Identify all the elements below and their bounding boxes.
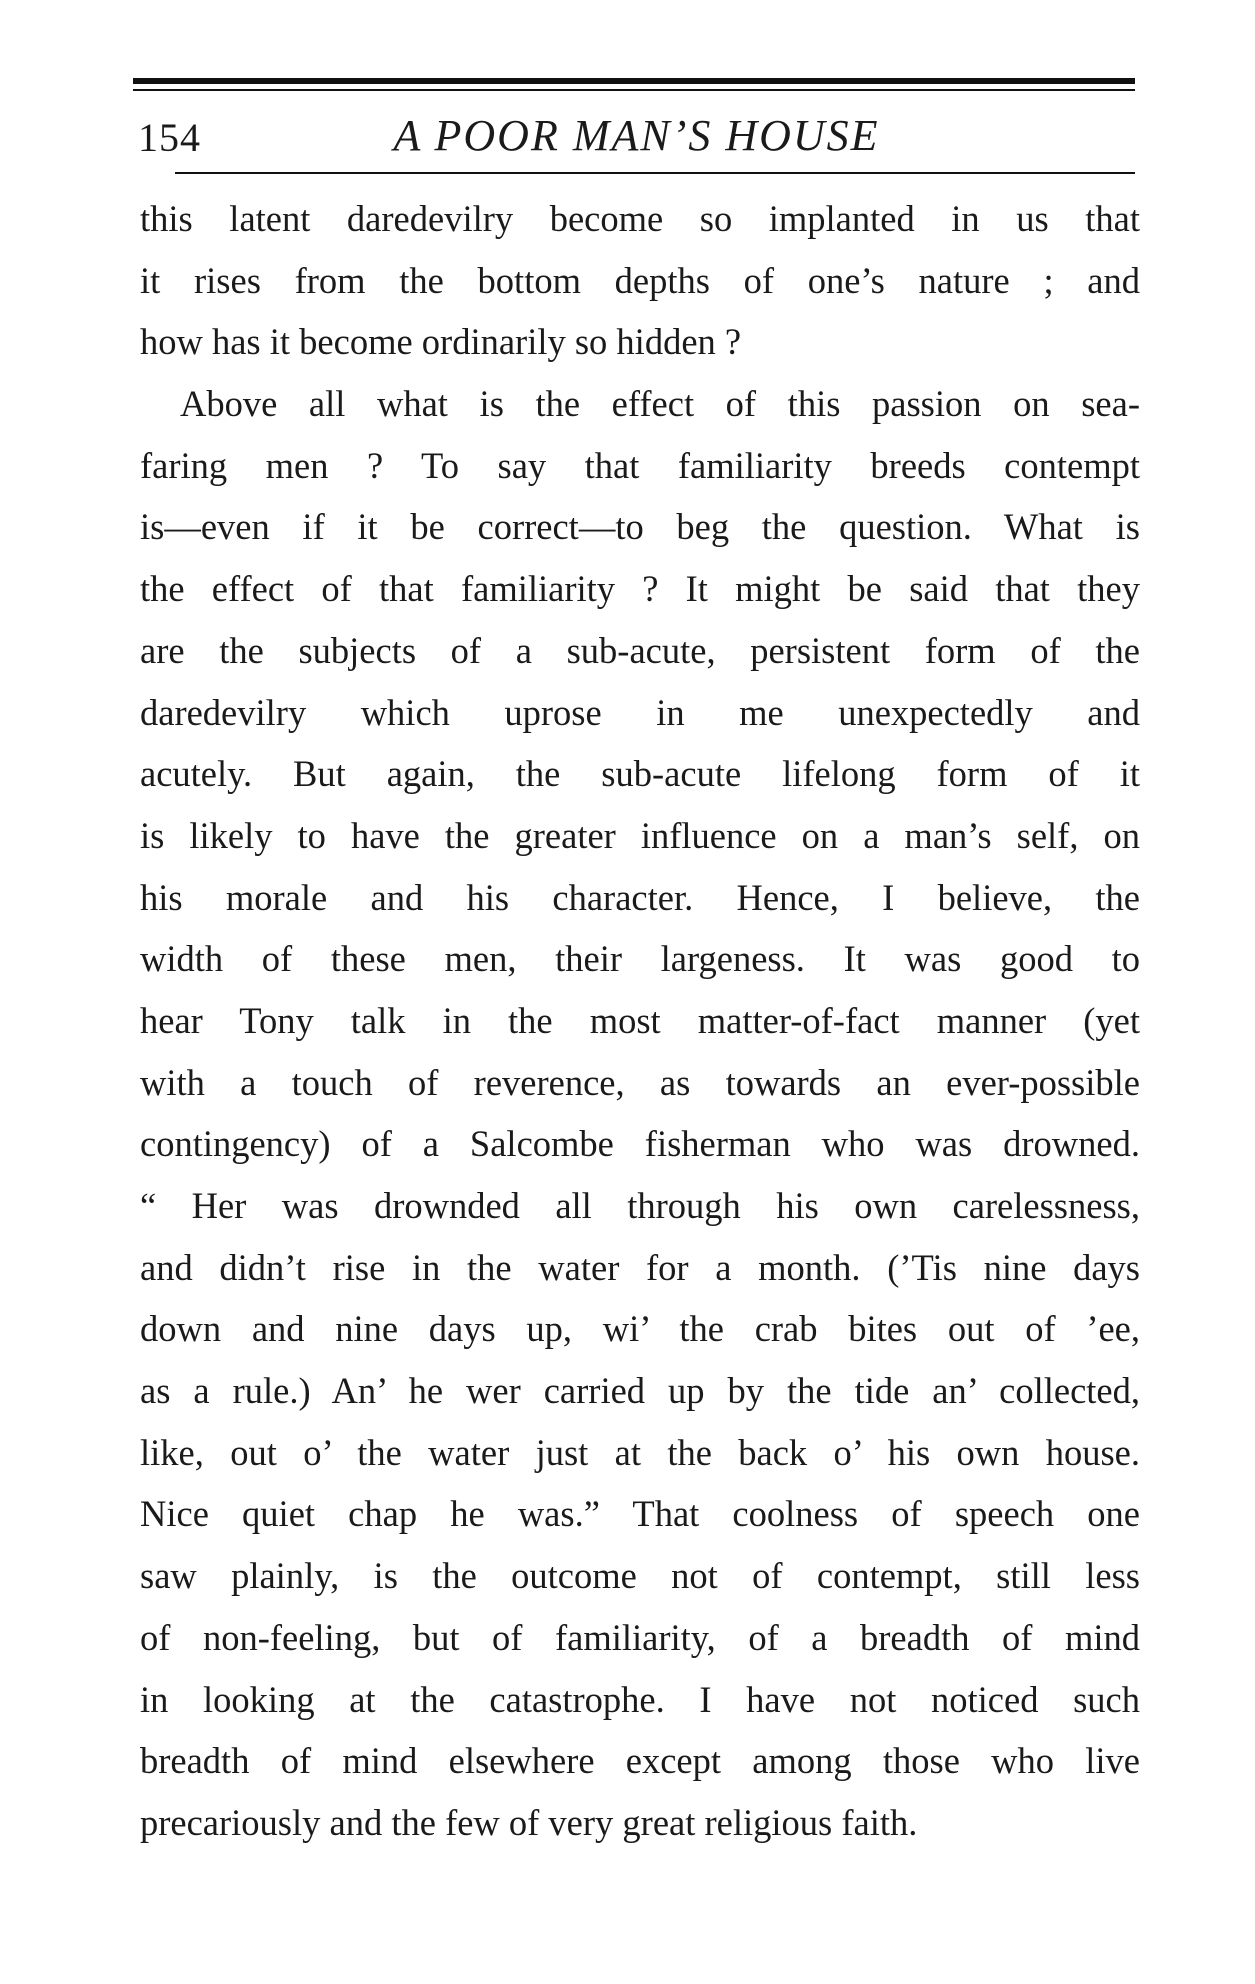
running-title: A POOR MAN’S HOUSE: [393, 111, 880, 160]
text-line: this latent daredevilry become so implanted in us that: [140, 198, 1140, 239]
text-line: are the subjects of a sub-acute, persistent form of the: [140, 629, 1140, 671]
text-line: in looking at the catastrophe. I have not noticed such: [140, 1678, 1140, 1720]
text-line: as a rule.) An’ he wer carried up by the tide an’ collected,: [140, 1370, 1140, 1412]
text-line: hear Tony talk in the most matter-of-fact manner (yet: [140, 999, 1140, 1041]
text-line: with a touch of reverence, as towards an ever-possible: [140, 1061, 1140, 1103]
text-line: acutely. But again, the sub-acute lifelong form of it: [140, 753, 1140, 795]
top-rule-thick: [133, 78, 1135, 84]
page-number: 154: [138, 115, 201, 160]
text-line: like, out o’ the water just at the back o’ his own house.: [140, 1431, 1140, 1473]
top-rule-thin: [133, 89, 1135, 91]
text-line: his morale and his character. Hence, I believe, the: [140, 876, 1140, 918]
text-line: “ Her was drownded all through his own carelessness,: [140, 1185, 1140, 1226]
text-line: the effect of that familiarity ? It might be said that they: [140, 568, 1140, 610]
running-head: [138, 106, 1135, 166]
text-line: of non-feeling, but of familiarity, of a breadth of mind: [140, 1616, 1140, 1658]
text-line: contingency) of a Salcombe fisherman who was drowned.: [140, 1123, 1140, 1165]
text-line: daredevilry which uprose in me unexpectedly and: [140, 691, 1140, 733]
text-line: Nice quiet chap he was.” That coolness of speech one: [140, 1493, 1140, 1535]
text-line: and didn’t rise in the water for a month. (’Tis nine days: [140, 1246, 1140, 1288]
text-line: Above all what is the effect of this passion on sea-: [180, 383, 1140, 425]
text-line: width of these men, their largeness. It was good to: [140, 938, 1140, 980]
text-line: saw plainly, is the outcome not of contempt, still less: [140, 1555, 1140, 1597]
text-line: it rises from the bottom depths of one’s nature ; and: [140, 259, 1140, 301]
text-line: faring men ? To say that familiarity breeds contempt: [140, 444, 1140, 486]
text-line: breadth of mind elsewhere except among those who live: [140, 1740, 1140, 1782]
text-line: precariously and the few of very great religious faith.: [140, 1801, 918, 1843]
text-line: how has it become ordinarily so hidden ?: [140, 321, 742, 363]
text-line: is—even if it be correct—to beg the question. What is: [140, 506, 1140, 548]
text-line: down and nine days up, wi’ the crab bites out of ’ee,: [140, 1308, 1140, 1350]
body-text: [140, 188, 1150, 1854]
text-line: is likely to have the greater influence on a man’s self, on: [140, 814, 1140, 856]
header-rule: [175, 172, 1135, 174]
